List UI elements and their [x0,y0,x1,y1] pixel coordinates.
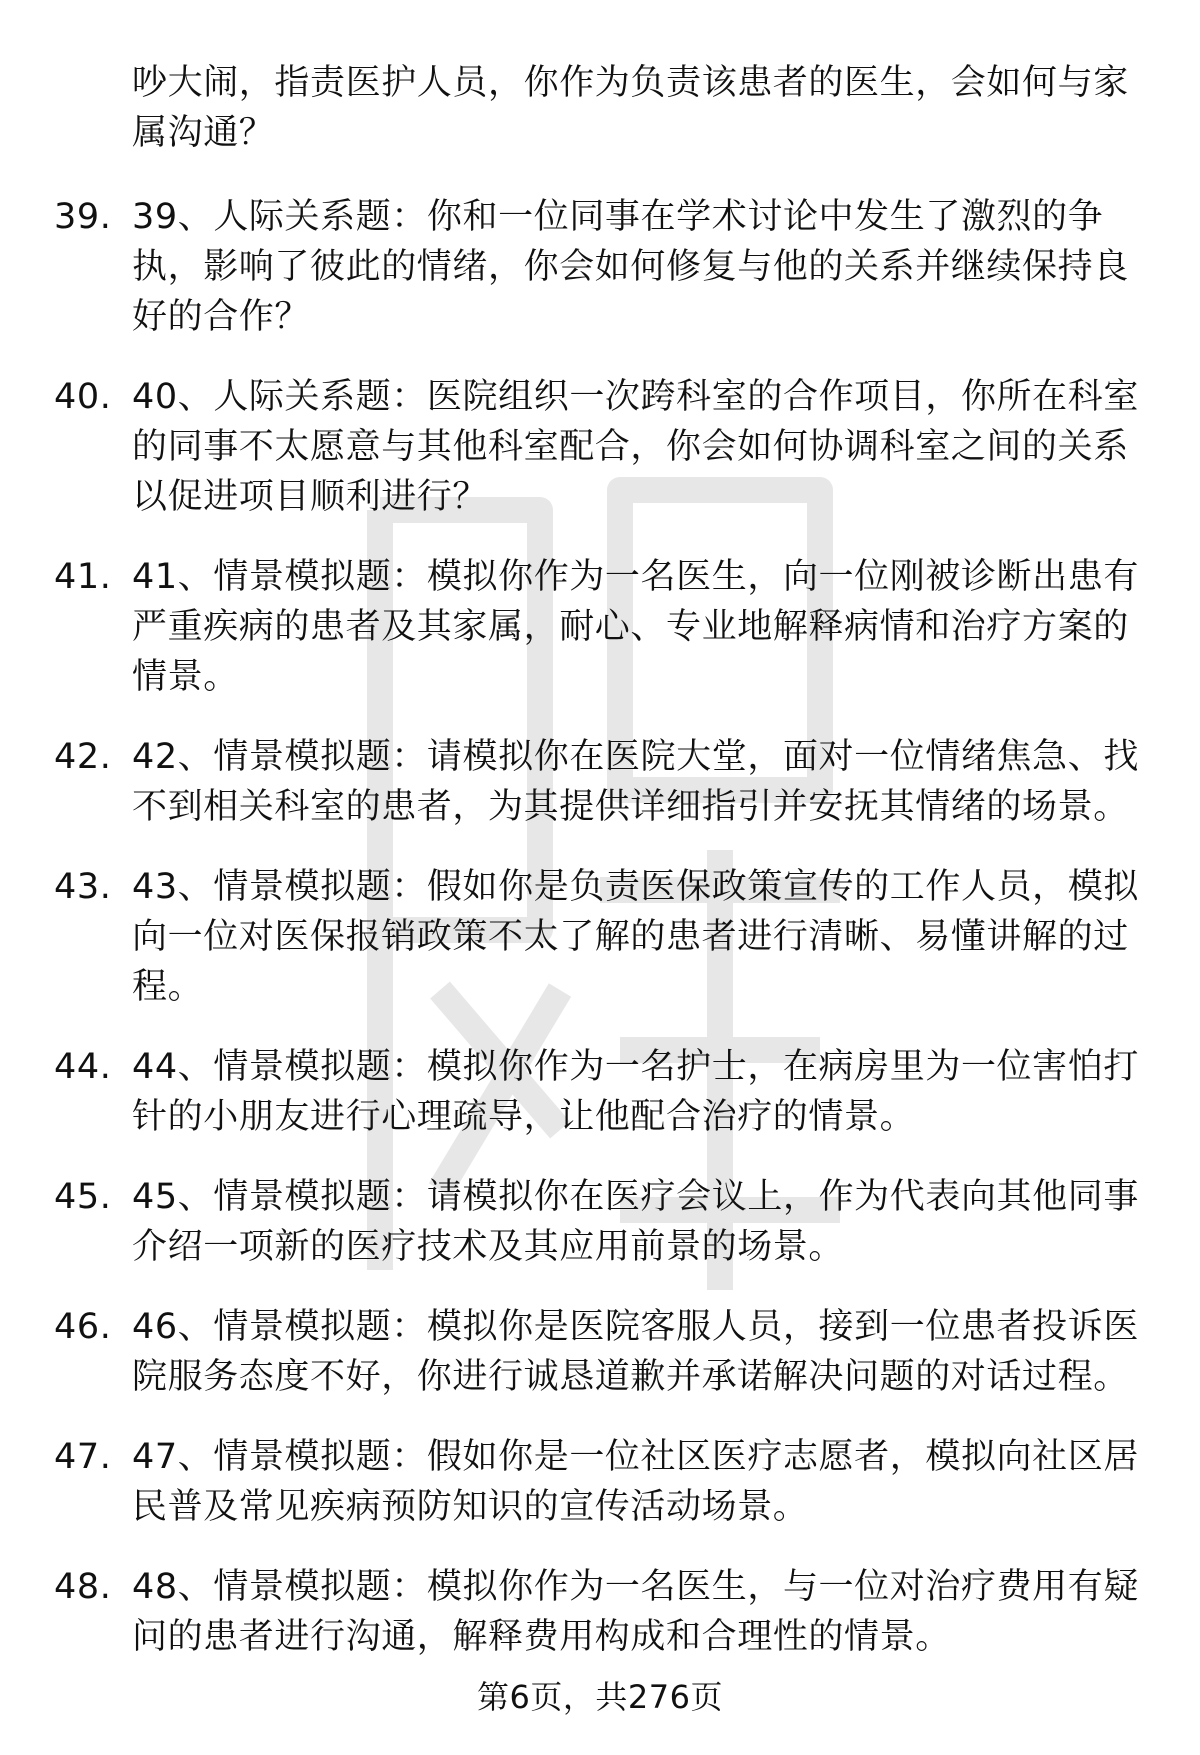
question-text: 47、情景模拟题：假如你是一位社区医疗志愿者，模拟向社区居民普及常见疾病预防知识的宣传活动场景。 [132,1437,1139,1527]
question-text: 48、情景模拟题：模拟你作为一名医生，与一位对治疗费用有疑问的患者进行沟通，解释费用构成和合理性的情景。 [132,1567,1139,1657]
question-text: 46、情景模拟题：模拟你是医院客服人员，接到一位患者投诉医院服务态度不好，你进行诚恳道歉并承诺解决问题的对话过程。 [132,1307,1139,1397]
question-number: 42. [54,737,112,777]
question-text: 40、人际关系题：医院组织一次跨科室的合作项目，你所在科室的同事不太愿意与其他科室配合，你会如何协调科室之间的关系以促进项目顺利进行？ [132,377,1139,517]
question-item-44 [0,1042,1142,1142]
question-item-45 [0,1172,1142,1272]
question-number: 40. [54,377,112,417]
question-text: 41、情景模拟题：模拟你作为一名医生，向一位刚被诊断出患有严重疾病的患者及其家属，耐心、专业地解释病情和治疗方案的情景。 [132,557,1139,697]
page-footer: 第6页，共276页 [477,1678,723,1716]
question-item-47 [0,1432,1142,1532]
question-number: 41. [54,557,112,597]
question-text: 45、情景模拟题：请模拟你在医疗会议上，作为代表向其他同事介绍一项新的医疗技术及其应用前景的场景。 [132,1177,1139,1267]
question-item-39 [0,192,1142,342]
question-item-40 [0,372,1142,522]
question-number: 44. [54,1047,112,1087]
question-item-41 [0,552,1142,702]
question-text: 44、情景模拟题：模拟你作为一名护士，在病房里为一位害怕打针的小朋友进行心理疏导，让他配合治疗的情景。 [132,1047,1139,1137]
question-list [0,192,1200,1692]
question-number: 39. [54,197,112,237]
question-number: 48. [54,1567,112,1607]
question-item-42 [0,732,1142,832]
question-number: 43. [54,867,112,907]
question-number: 45. [54,1177,112,1217]
continuation-paragraph: 吵大闹，指责医护人员，你作为负责该患者的医生，会如何与家属沟通？ [132,63,1129,153]
question-item-48 [0,1562,1142,1662]
question-text: 39、人际关系题：你和一位同事在学术讨论中发生了激烈的争执，影响了彼此的情绪，你会如何修复与他的关系并继续保持良好的合作？ [132,197,1129,337]
question-text: 42、情景模拟题：请模拟你在医院大堂，面对一位情绪焦急、找不到相关科室的患者，为其提供详细指引并安抚其情绪的场景。 [132,737,1139,827]
question-number: 46. [54,1307,112,1347]
question-item-46 [0,1302,1142,1402]
question-number: 47. [54,1437,112,1477]
question-text: 43、情景模拟题：假如你是负责医保政策宣传的工作人员，模拟向一位对医保报销政策不太了解的患者进行清晰、易懂讲解的过程。 [132,867,1139,1007]
question-item-43 [0,862,1142,1012]
